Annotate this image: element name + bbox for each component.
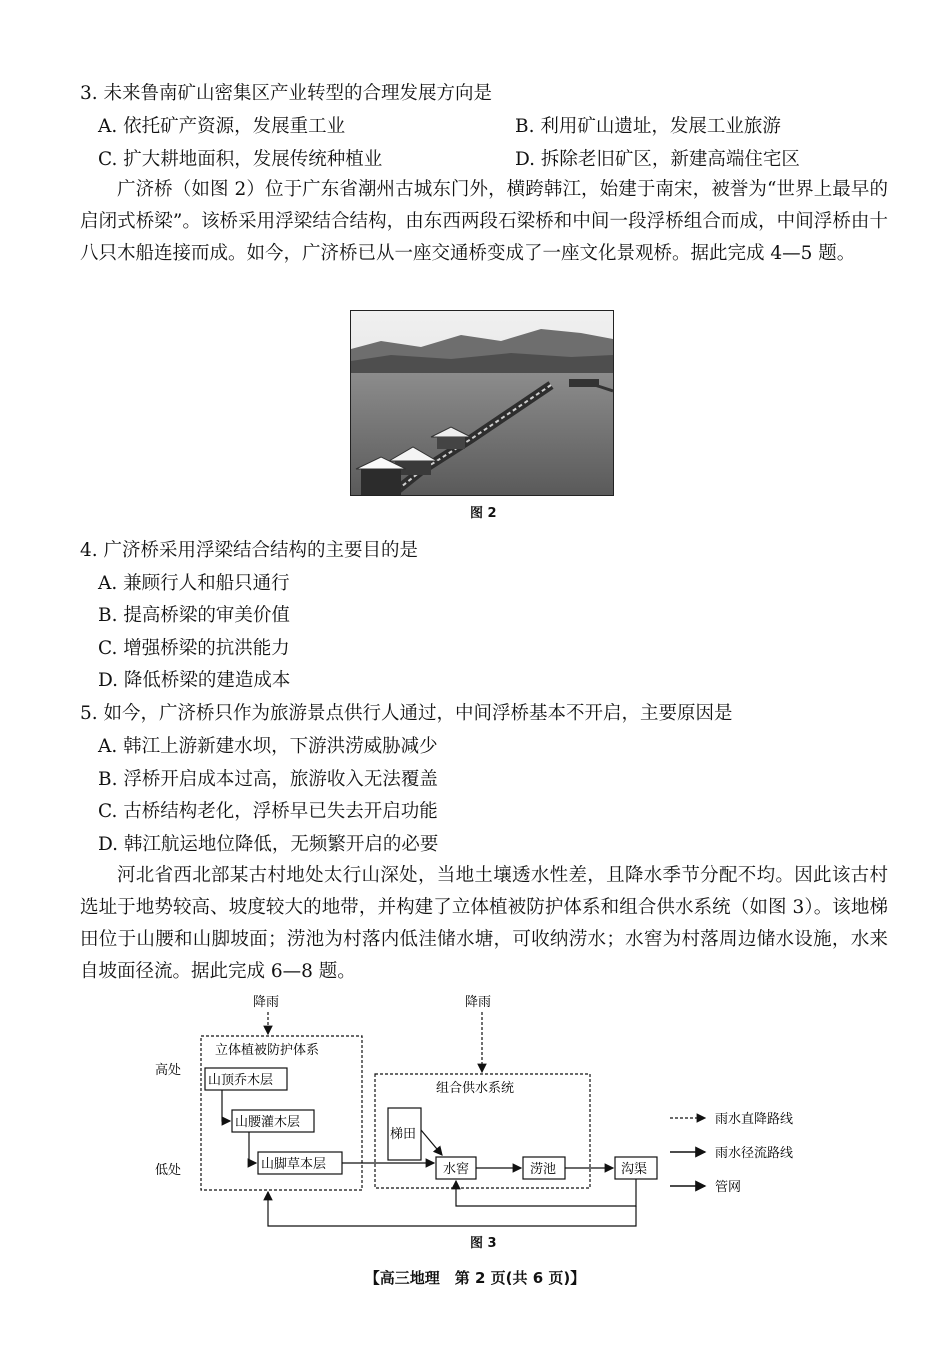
node-mid-layer-label: 山腰灌木层 bbox=[235, 1115, 301, 1130]
pipe-ditch-to-slope bbox=[268, 1192, 636, 1226]
node-pond-label: 涝池 bbox=[530, 1162, 557, 1177]
vegetation-system-title: 立体植被防护体系 bbox=[215, 1043, 320, 1058]
q5-option-a: A. 韩江上游新建水坝，下游洪涝威胁减少 bbox=[98, 736, 438, 757]
label-high: 高处 bbox=[155, 1063, 182, 1078]
q3-option-b: B. 利用矿山遗址，发展工业旅游 bbox=[515, 116, 781, 137]
q4-option-c: C. 增强桥梁的抗洪能力 bbox=[98, 638, 290, 659]
node-cellar-label: 水窖 bbox=[443, 1162, 470, 1177]
rain-label-left: 降雨 bbox=[253, 995, 280, 1010]
page-footer: 【高三地理 第 2 页(共 6 页)】 bbox=[364, 1269, 586, 1287]
q5-option-c: C. 古桥结构老化，浮桥早已失去开启功能 bbox=[98, 801, 438, 822]
q3-option-d: D. 拆除老旧矿区，新建高端住宅区 bbox=[515, 149, 800, 170]
figure-3-caption: 图 3 bbox=[470, 1236, 497, 1251]
q4-option-a: A. 兼顾行人和船只通行 bbox=[98, 573, 290, 594]
node-terrace-label: 梯田 bbox=[390, 1127, 417, 1142]
rain-label-right: 降雨 bbox=[465, 995, 492, 1010]
arrow-mid-to-foot bbox=[249, 1132, 256, 1163]
q3-option-c: C. 扩大耕地面积，发展传统种植业 bbox=[98, 149, 383, 170]
bridge-photo bbox=[350, 310, 614, 496]
passage-ancient-village: 河北省西北部某古村地处太行山深处，当地土壤透水性差，且降水季节分配不均。因此该古村选址于地势较高、坡度较大的地带，并构建了立体植被防护体系和组合供水系统（如图 3）。该地梯田位于山腰和山脚坡面；涝池为村落内低洼储水塘，可收纳涝水；水窖为村落周边储水设施，水来自坡面径流。据此完成 6—8 题。 bbox=[80, 865, 888, 982]
node-top-layer-label: 山顶乔木层 bbox=[208, 1073, 274, 1088]
q4-stem: 4. 广济桥采用浮梁结合结构的主要目的是 bbox=[80, 540, 419, 561]
legend-solid-label: 雨水径流路线 bbox=[715, 1146, 794, 1161]
q5-option-b: B. 浮桥开启成本过高，旅游收入无法覆盖 bbox=[98, 769, 438, 790]
passage-guangji-bridge: 广济桥（如图 2）位于广东省潮州古城东门外，横跨韩江，始建于南宋，被誉为“世界上最早的启闭式桥梁”。该桥采用浮梁结合结构，由东西两段石梁桥和中间一段浮桥组合而成，中间浮桥由十八只木船连接而成。如今，广济桥已从一座交通桥变成了一座文化景观桥。据此完成 4—5 题。 bbox=[80, 179, 888, 264]
node-ditch-label: 沟渠 bbox=[621, 1162, 648, 1177]
figure-2-caption: 图 2 bbox=[470, 506, 497, 521]
q5-option-d: D. 韩江航运地位降低，无频繁开启的必要 bbox=[98, 834, 439, 855]
q4-option-d: D. 降低桥梁的建造成本 bbox=[98, 670, 291, 691]
legend-dashed-label: 雨水直降路线 bbox=[715, 1112, 794, 1127]
q5-stem: 5. 如今，广济桥只作为旅游景点供行人通过，中间浮桥基本不开启，主要原因是 bbox=[80, 703, 733, 724]
q3-option-a: A. 依托矿产资源，发展重工业 bbox=[98, 116, 346, 137]
water-system-title: 组合供水系统 bbox=[436, 1081, 515, 1096]
node-foot-layer-label: 山脚草本层 bbox=[261, 1157, 327, 1172]
figure-3-diagram bbox=[0, 990, 950, 1260]
arrow-terrace-to-cellar bbox=[421, 1130, 442, 1155]
legend-pipe-label: 管网 bbox=[715, 1180, 742, 1195]
q4-option-b: B. 提高桥梁的审美价值 bbox=[98, 605, 290, 626]
arrow-top-to-mid bbox=[222, 1090, 230, 1121]
label-low: 低处 bbox=[155, 1163, 182, 1178]
pipe-ditch-to-cellar bbox=[456, 1179, 636, 1206]
bridge-photo-illustration bbox=[351, 311, 613, 495]
q3-stem: 3. 未来鲁南矿山密集区产业转型的合理发展方向是 bbox=[80, 83, 493, 104]
